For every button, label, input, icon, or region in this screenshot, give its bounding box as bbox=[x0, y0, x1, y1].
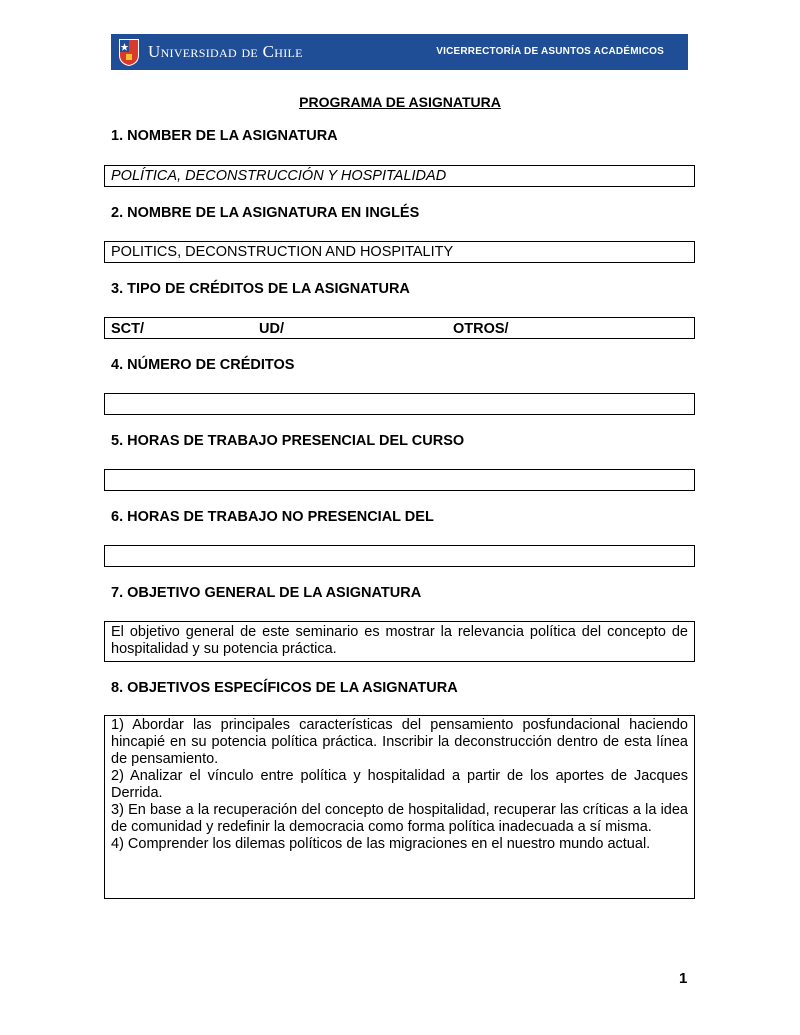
section-5-heading: 5. HORAS DE TRABAJO PRESENCIAL DEL CURSO bbox=[111, 433, 465, 449]
document-title: PROGRAMA DE ASIGNATURA bbox=[299, 94, 501, 110]
section-6-heading: 6. HORAS DE TRABAJO NO PRESENCIAL DEL bbox=[111, 509, 434, 525]
objective-item: 1) Abordar las principales características del pensamiento posfundacional haciendo hincapié en su potencia política práctica. Inscribir la deconstrucción dentro de esta línea de pensamiento. bbox=[111, 717, 688, 767]
section-8-heading: 8. OBJETIVOS ESPECÍFICOS DE LA ASIGNATURA bbox=[111, 680, 458, 696]
objective-item: 2) Analizar el vínculo entre política y hospitalidad a partir de los aportes de Jacques Derrida. bbox=[111, 768, 688, 801]
credit-type-box bbox=[104, 317, 695, 339]
credit-count-box bbox=[104, 393, 695, 415]
section-3-heading: 3. TIPO DE CRÉDITOS DE LA ASIGNATURA bbox=[111, 281, 410, 297]
presential-hours-box bbox=[104, 469, 695, 491]
credit-ud-label: UD/ bbox=[259, 321, 284, 337]
objective-item: 4) Comprender los dilemas políticos de las migraciones en el nuestro mundo actual. bbox=[111, 836, 651, 852]
section-2-heading: 2. NOMBRE DE LA ASIGNATURA EN INGLÉS bbox=[111, 205, 420, 221]
course-name-english-box: POLITICS, DECONSTRUCTION AND HOSPITALITY bbox=[104, 241, 695, 263]
course-name-box: POLÍTICA, DECONSTRUCCIÓN Y HOSPITALIDAD bbox=[104, 165, 695, 187]
credit-sct-label: SCT/ bbox=[111, 321, 145, 337]
credit-otros-label: OTROS/ bbox=[453, 321, 509, 337]
section-4-heading: 4. NÚMERO DE CRÉDITOS bbox=[111, 357, 295, 373]
section-1-heading: 1. NOMBER DE LA ASIGNATURA bbox=[111, 128, 338, 144]
page-number: 1 bbox=[679, 970, 688, 987]
university-name: Universidad de Chile bbox=[148, 42, 303, 61]
header-banner bbox=[111, 34, 688, 70]
university-crest-icon bbox=[118, 37, 140, 67]
section-7-heading: 7. OBJETIVO GENERAL DE LA ASIGNATURA bbox=[111, 585, 422, 601]
objective-item: 3) En base a la recuperación del concepto de hospitalidad, recuperar las críticas a la idea de comunidad y redefinir la democracia como forma política inadecuada a sí misma. bbox=[111, 802, 688, 835]
specific-objectives-box bbox=[104, 715, 695, 899]
general-objective-box: El objetivo general de este seminario es mostrar la relevancia política del concepto de hospitalidad y su potencia práctica. bbox=[104, 621, 695, 662]
vicerrectoria-label: VICERRECTORÍA DE ASUNTOS ACADÉMICOS bbox=[436, 46, 664, 57]
nonpresential-hours-box bbox=[104, 545, 695, 567]
